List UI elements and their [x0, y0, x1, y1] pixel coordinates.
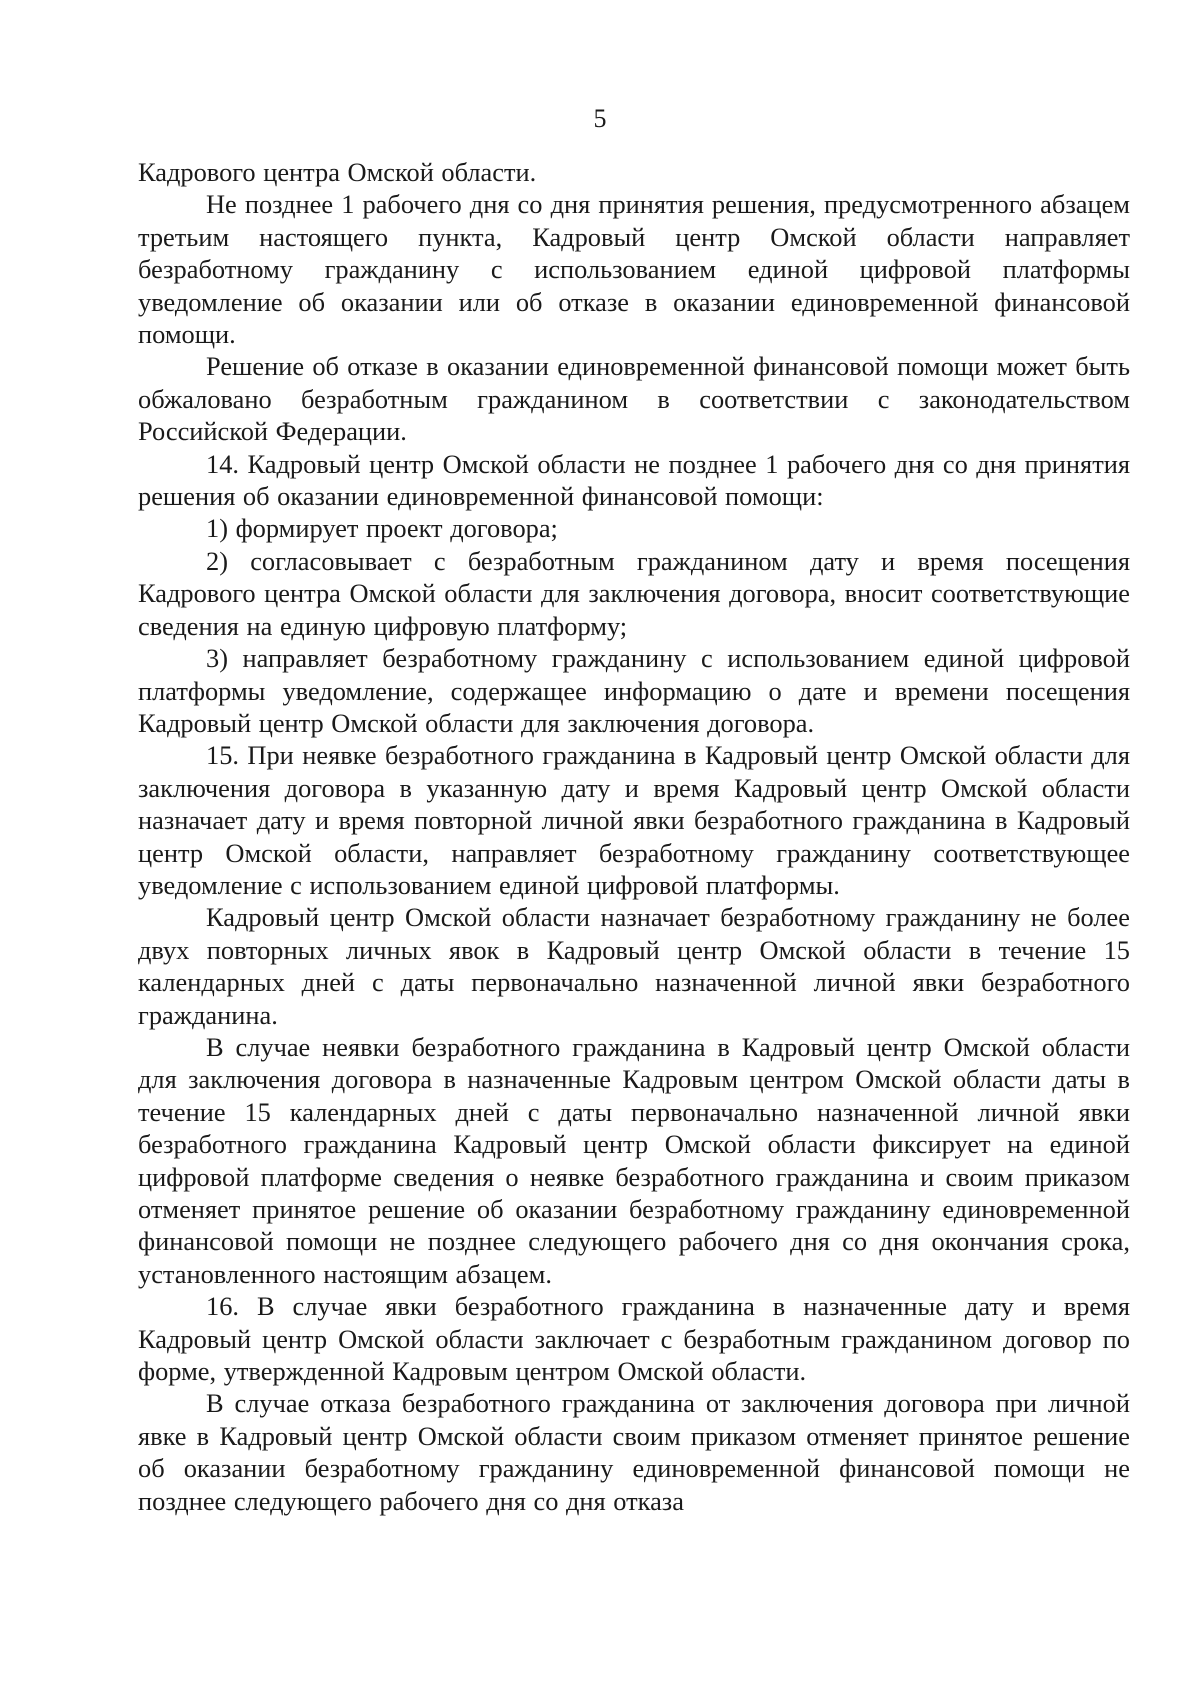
paragraph-notification: Не позднее 1 рабочего дня со дня принятия решения, предусмотренного абзацем третьим настоящего пункта, Кадровый центр Омской области направляет безработному гражданину с использованием единой цифровой платформы уведомление об оказании или об отказе в оказании единовременной финансовой помощи.	[138, 189, 1130, 350]
paragraph-item-16: 16. В случае явки безработного гражданина в назначенные дату и время Кадровый центр Омской области заключает с безработным гражданином договор по форме, утвержденной Кадровым центром Омской области.	[138, 1291, 1130, 1387]
paragraph-repeat-visits: Кадровый центр Омской области назначает безработному гражданину не более двух повторных личных явок в Кадровый центр Омской области в течение 15 календарных дней с даты первоначально назначенной личной явки безработного гражданина.	[138, 902, 1130, 1030]
paragraph-continuation: Кадрового центра Омской области.	[138, 157, 537, 187]
page-number: 5	[593, 104, 607, 133]
paragraph-refusal: В случае отказа безработного гражданина от заключения договора при личной явке в Кадровый центр Омской области своим приказом отменяет принятое решение об оказании безработному гражданину единовременной финансовой помощи не позднее следующего рабочего дня со дня отказа	[138, 1388, 1130, 1516]
paragraph-subitem-3: 3) направляет безработному гражданину с использованием единой цифровой платформы уведомление, содержащее информацию о дате и времени посещения Кадровый центр Омской области для заключения договора.	[138, 643, 1130, 738]
paragraph-subitem-1: 1) формирует проект договора;	[206, 513, 558, 544]
paragraph-item-14: 14. Кадровый центр Омской области не позднее 1 рабочего дня со дня принятия решения об оказании единовременной финансовой помощи:	[138, 448, 1130, 512]
paragraph-subitem-2: 2) согласовывает с безработным гражданином дату и время посещения Кадрового центра Омской области для заключения договора, вносит соответствующие сведения на единую цифровую платформу;	[138, 545, 1130, 641]
document-body	[138, 156, 1130, 1517]
paragraph-non-appearance: В случае неявки безработного гражданина в Кадровый центр Омской области для заключения договора в назначенные Кадровым центром Омской области даты в течение 15 календарных дней с даты первоначально назначенной личной явки безработного гражданина Кадровый центр Омской области фиксирует на единой цифровой платформе сведения о неявке безработного гражданина и своим приказом отменяет принятое решение об оказании безработному гражданину единовременной финансовой помощи не позднее следующего рабочего дня со дня окончания срока, установленного настоящим абзацем.	[138, 1031, 1130, 1289]
paragraph-appeal: Решение об отказе в оказании единовременной финансовой помощи может быть обжаловано безработным гражданином в соответствии с законодательством Российской Федерации.	[138, 351, 1130, 447]
paragraph-item-15: 15. При неявке безработного гражданина в Кадровый центр Омской области для заключения договора в указанную дату и время Кадровый центр Омской области назначает дату и время повторной личной явки безработного гражданина в Кадровый центр Омской области, направляет безработному гражданину соответствующее уведомление с использованием единой цифровой платформы.	[138, 740, 1130, 900]
